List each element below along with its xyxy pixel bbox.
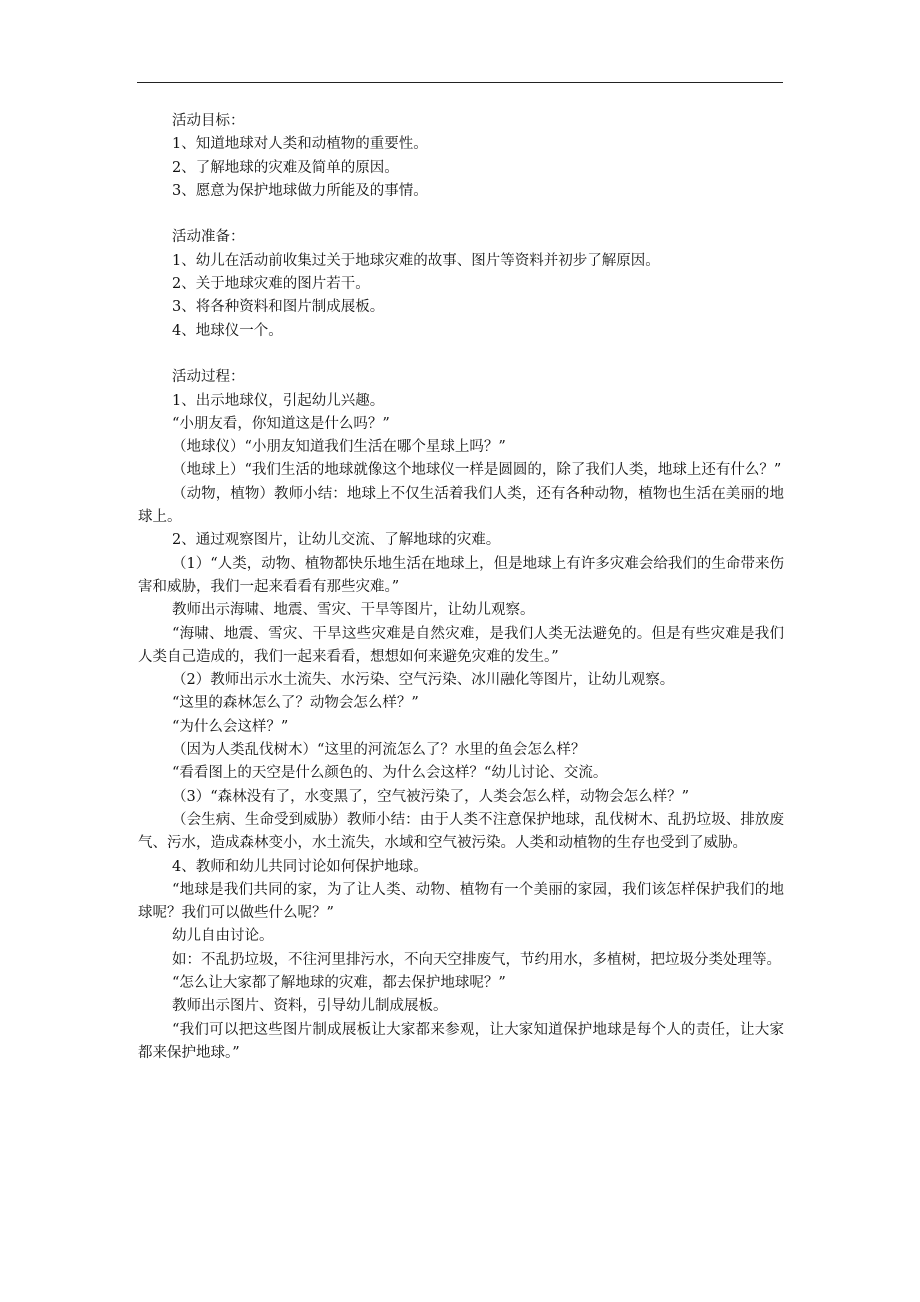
prep-item: 3、将各种资料和图片制成展板。 [172,299,385,316]
process-paragraph: （地球上）“我们生活的地球就像这个地球仪一样是圆圆的，除了我们人类，地球上还有什么？” [172,462,782,479]
process-paragraph: （1）“人类，动物、植物都快乐地生活在地球上，但是地球上有许多灾难会给我们的生命带来伤害和威胁，我们一起来看看有那些灾难。” [138,555,784,595]
goals-item: 1、知道地球对人类和动植物的重要性。 [172,136,428,153]
process-paragraph: “地球是我们共同的家，为了让人类、动物、植物有一个美丽的家园，我们该怎样保护我们的地球呢？我们可以做些什么呢？” [138,881,784,922]
document-body [138,110,784,1065]
process-paragraph: 2、通过观察图片，让幼儿交流、了解地球的灾难。 [172,532,501,549]
prep-item: 2、关于地球灾难的图片若干。 [172,276,370,293]
process-paragraph: （3）“森林没有了，水变黑了，空气被污染了，人类会怎么样，动物会怎么样？” [172,788,690,805]
process-paragraph: 如：不乱扔垃圾，不往河里排污水，不向天空排废气，节约用水，多植树，把垃圾分类处理等。 [172,951,781,968]
prep-item: 4、地球仪一个。 [172,322,283,339]
process-paragraph: “海啸、地震、雪灾、干旱这些灾难是自然灾难，是我们人类无法避免的。但是有些灾难是我们人类自己造成的，我们一起来看看，想想如何来避免灾难的发生。” [138,625,784,665]
process-paragraph: 幼儿自由讨论。 [172,928,274,945]
prep-heading: 活动准备： [172,229,245,246]
process-heading: 活动过程： [172,369,245,386]
process-paragraph: “看看图上的天空是什么颜色的、为什么会这样？“幼儿讨论、交流。 [172,765,608,782]
goals-item: 3、愿意为保护地球做力所能及的事情。 [172,182,428,199]
process-paragraph: （会生病、生命受到威胁）教师小结：由于人类不注意保护地球，乱伐树木、乱扔垃圾、排放废气、污水，造成森林变小，水土流失，水域和空气被污染。人类和动植物的生存也受到了威胁。 [138,811,784,852]
process-paragraph: 4、教师和幼儿共同讨论如何保护地球。 [172,858,428,875]
process-paragraph: 教师出示图片、资料，引导幼儿制成展板。 [172,998,448,1015]
process-paragraph: （动物，植物）教师小结：地球上不仅生活着我们人类，还有各种动物，植物也生活在美丽的地球上。 [138,485,784,526]
process-paragraph: “小朋友看，你知道这是什么吗？” [172,415,390,432]
section-gap [138,343,784,366]
goals-item: 2、了解地球的灾难及简单的原因。 [172,159,399,176]
process-paragraph: “怎么让大家都了解地球的灾难，都去保护地球呢？” [172,974,506,991]
process-paragraph: “这里的森林怎么了？动物会怎么样？” [172,695,419,712]
process-paragraph: （2）教师出示水土流失、水污染、空气污染、冰川融化等图片，让幼儿观察。 [172,672,675,689]
process-paragraph: “为什么会这样？” [172,718,289,735]
process-paragraph: （因为人类乱伐树木）“这里的河流怎么了？水里的鱼会怎么样？ [172,742,586,759]
process-paragraph: “我们可以把这些图片制成展板让大家都来参观，让大家知道保护地球是每个人的责任，让大家都来保护地球。” [138,1021,784,1061]
process-paragraph: （地球仪）“小朋友知道我们生活在哪个星球上吗？” [172,439,506,456]
prep-item: 1、幼儿在活动前收集过关于地球灾难的故事、图片等资料并初步了解原因。 [172,252,660,269]
goals-heading: 活动目标： [172,113,245,129]
process-paragraph: 教师出示海啸、地震、雪灾、干旱等图片，让幼儿观察。 [172,602,535,619]
header-rule [137,82,783,83]
process-paragraph: 1、出示地球仪，引起幼儿兴趣。 [172,392,385,409]
section-gap [138,203,784,226]
